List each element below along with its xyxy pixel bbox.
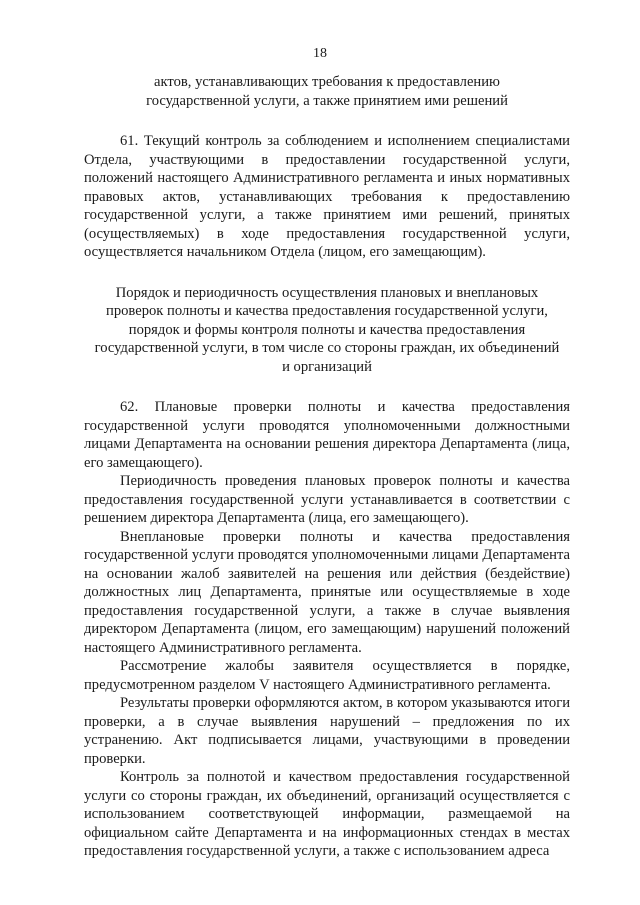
heading-line: государственной услуги, а также принятием ими решений (146, 92, 508, 109)
paragraph-unplanned: Внеплановые проверки полноты и качества предоставления государственной услуги проводятся уполномоченными лицами Департамента на основании жалоб заявителей на решения или действия (бездействие) должностных лиц Департамента, принятые или осуществляемые в ходе предоставления государственной услуги, а также в случае выявления директором Департамента (лицом, его замещающим) нарушений положений настоящего Административного регламента. (84, 528, 570, 656)
section-heading-top (84, 73, 570, 110)
heading-line: и организаций (282, 358, 372, 375)
document-body (84, 73, 570, 861)
heading-line: актов, устанавливающих требования к предоставлению (154, 74, 500, 90)
paragraph-citizen-control: Контроль за полнотой и качеством предоставления государственной услуги со стороны граждан, их объединений, организаций осуществляется с использованием соответствующей информации, размещаемой на официальном сайте Департамента и на информационных стендах в местах предоставления государственной услуги, а также с использованием адреса (84, 769, 570, 859)
paragraph-61: 61. Текущий контроль за соблюдением и исполнением специалистами Отдела, участвующими в предоставлении государственной услуги, положений настоящего Административного регламента и иных нормативных правовых актов, устанавливающих требования к предоставлению государственной услуги, а также принятием ими решений, принятых (осуществляемых) в ходе предоставления государственной услуги, осуществляется начальником Отдела (лицом, его замещающим). (84, 133, 570, 260)
paragraph-periodicity: Периодичность проведения плановых проверок полноты и качества предоставления государственной услуги устанавливается в соответствии с решением директора Департамента (лица, его замещающего). (84, 473, 570, 526)
paragraph-complaint: Рассмотрение жалобы заявителя осуществляется в порядке, предусмотренном разделом V настоящего Административного регламента. (84, 658, 570, 693)
heading-line: государственной услуги, в том числе со стороны граждан, их объединений (94, 340, 560, 356)
section-heading-mid (84, 284, 570, 377)
heading-line: Порядок и периодичность осуществления плановых и внеплановых (115, 284, 539, 301)
heading-line: проверок полноты и качества предоставления государственной услуги, (106, 303, 548, 319)
heading-line: порядок и формы контроля полноты и качества предоставления (128, 321, 526, 338)
page-number: 18 (313, 46, 327, 61)
paragraph-62-plan: 62. Плановые проверки полноты и качества предоставления государственной услуги проводятся уполномоченными должностными лицами Департамента на основании решения директора Департамента (лица, его замещающего). (84, 399, 570, 471)
paragraph-results: Результаты проверки оформляются актом, в котором указываются итоги проверки, а в случае выявления нарушений – предложения по их устранению. Акт подписывается лицами, участвующими в проведении проверки. (84, 695, 570, 767)
